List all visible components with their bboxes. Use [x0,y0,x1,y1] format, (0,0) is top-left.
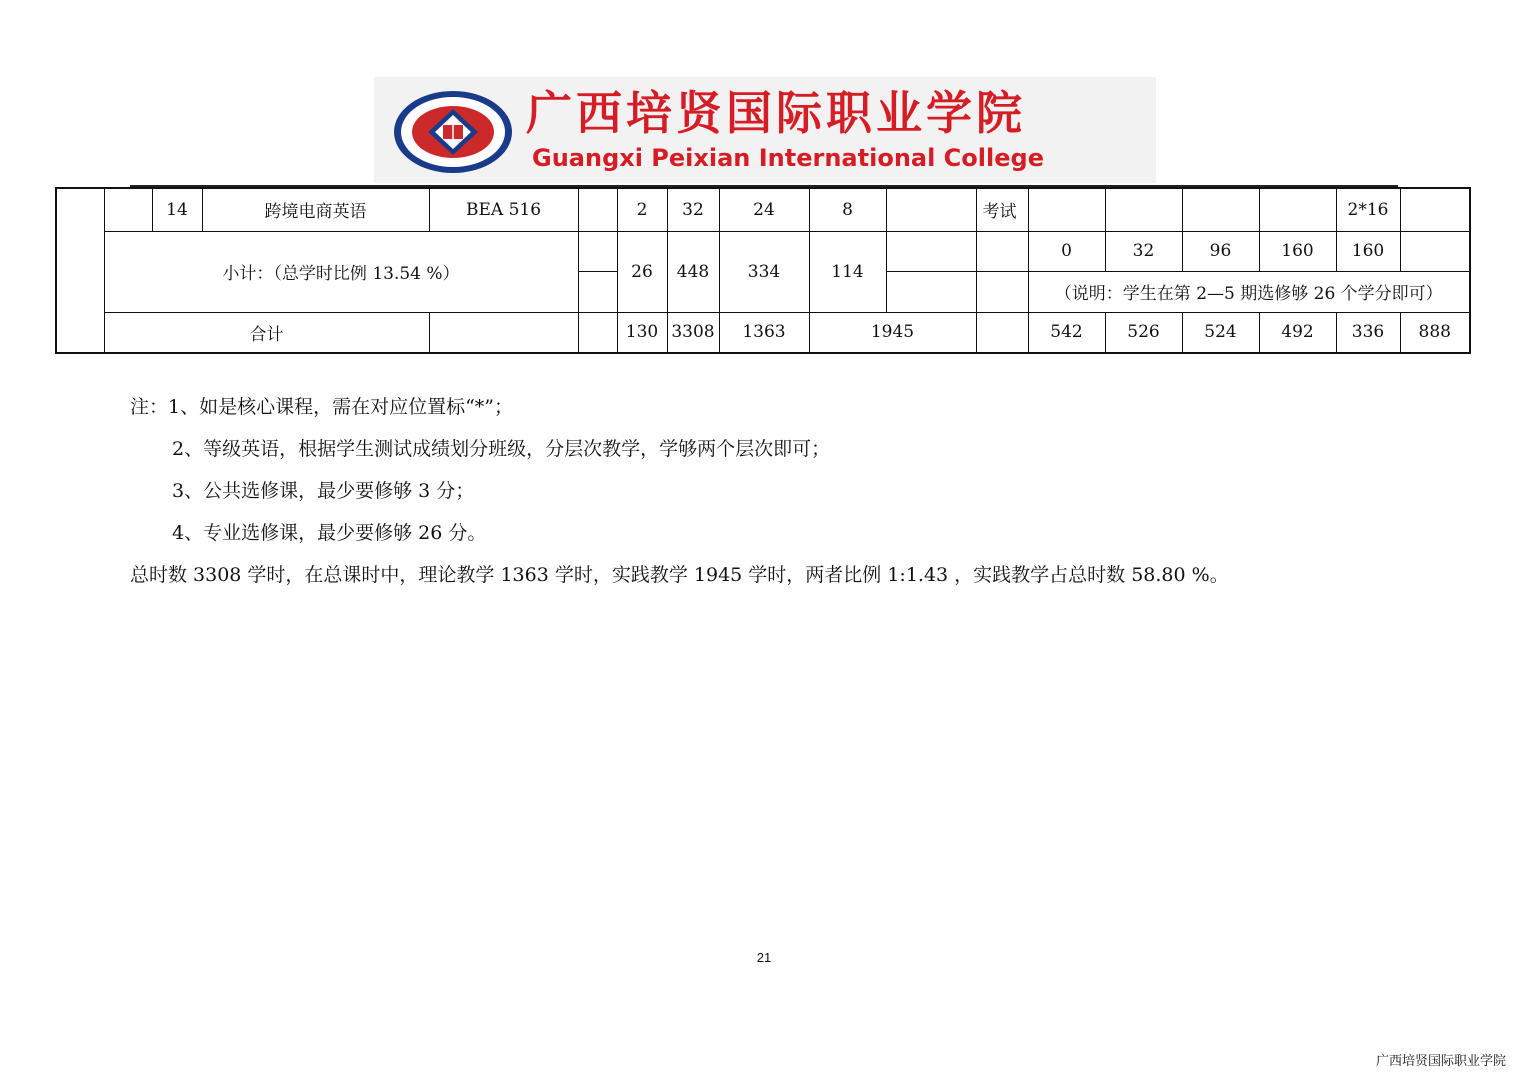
category-cell [56,188,104,353]
course-total-hours: 32 [667,188,719,231]
total-label: 合计 [104,312,429,353]
subtotal-term-hours: 160 [1259,231,1336,271]
course-code: BEA 516 [429,188,578,231]
blank-cell [578,231,617,271]
blank-cell [886,231,976,271]
subtotal-term-hours: 32 [1105,231,1182,271]
note-3: 3、公共选修课，最少要修够 3 分； [172,480,475,502]
blank-cell [104,188,152,231]
term-cell [1182,188,1259,231]
subtotal-term-hours: 0 [1028,231,1105,271]
subtotal-label: 小计：（总学时比例 13.54 %） [104,231,578,312]
blank-cell [886,271,976,312]
subtotal-theory-hours: 334 [719,231,809,312]
elective-note: （说明：学生在第 2—5 期选修够 26 个学分即可） [1028,271,1470,312]
subtotal-term-hours: 160 [1336,231,1400,271]
note-2: 2、等级英语，根据学生测试成绩划分班级，分层次教学，学够两个层次即可； [172,438,831,460]
subtotal-practice-hours: 114 [809,231,886,312]
total-practice-hours: 1945 [809,312,976,353]
total-term-hours: 526 [1105,312,1182,353]
term-cell [1400,231,1470,271]
notes-section [130,386,1229,596]
blank-cell [578,312,617,353]
college-name-en: Guangxi Peixian International College [532,144,1044,172]
course-assessment: 考试 [976,188,1028,231]
total-term-hours: 888 [1400,312,1470,353]
total-term-hours: 336 [1336,312,1400,353]
subtotal-term-hours: 96 [1182,231,1259,271]
course-plan-table [55,187,1471,354]
subtotal-total-hours: 448 [667,231,719,312]
note-1: 注：1、如是核心课程，需在对应位置标“*”； [130,396,514,418]
course-theory-hours: 24 [719,188,809,231]
subtotal-credits: 26 [617,231,667,312]
total-credits: 130 [617,312,667,353]
total-term-hours: 542 [1028,312,1105,353]
course-name: 跨境电商英语 [202,188,429,231]
course-practice-hours: 8 [809,188,886,231]
blank-cell [578,271,617,312]
term-cell [1259,188,1336,231]
subtotal-row [56,231,1470,271]
college-name-cn: 广西培贤国际职业学院 [526,86,1026,140]
term-cell [1400,188,1470,231]
total-row [56,312,1470,353]
college-seal-logo [392,89,514,175]
total-term-hours: 524 [1182,312,1259,353]
total-hours: 3308 [667,312,719,353]
blank-cell [976,271,1028,312]
blank-cell [578,188,617,231]
blank-cell [429,312,578,353]
blank-cell [886,188,976,231]
course-credits: 2 [617,188,667,231]
blank-cell [976,312,1028,353]
footer-text: 广西培贤国际职业学院 [1375,1054,1506,1069]
hours-summary: 总时数 3308 学时，在总课时中，理论教学 1363 学时，实践教学 1945 学时，两者比例 1:1.43 ，实践教学占总时数 58.80 %。 [130,564,1229,586]
course-term-value: 2*16 [1336,188,1400,231]
total-term-hours: 492 [1259,312,1336,353]
note-4: 4、专业选修课，最少要修够 26 分。 [172,522,487,544]
term-cell [1105,188,1182,231]
term-cell [1028,188,1105,231]
college-banner [374,77,1156,183]
blank-cell [976,231,1028,271]
course-row [56,188,1470,231]
course-number: 14 [152,188,202,231]
total-theory-hours: 1363 [719,312,809,353]
page-number: 21 [756,950,772,965]
